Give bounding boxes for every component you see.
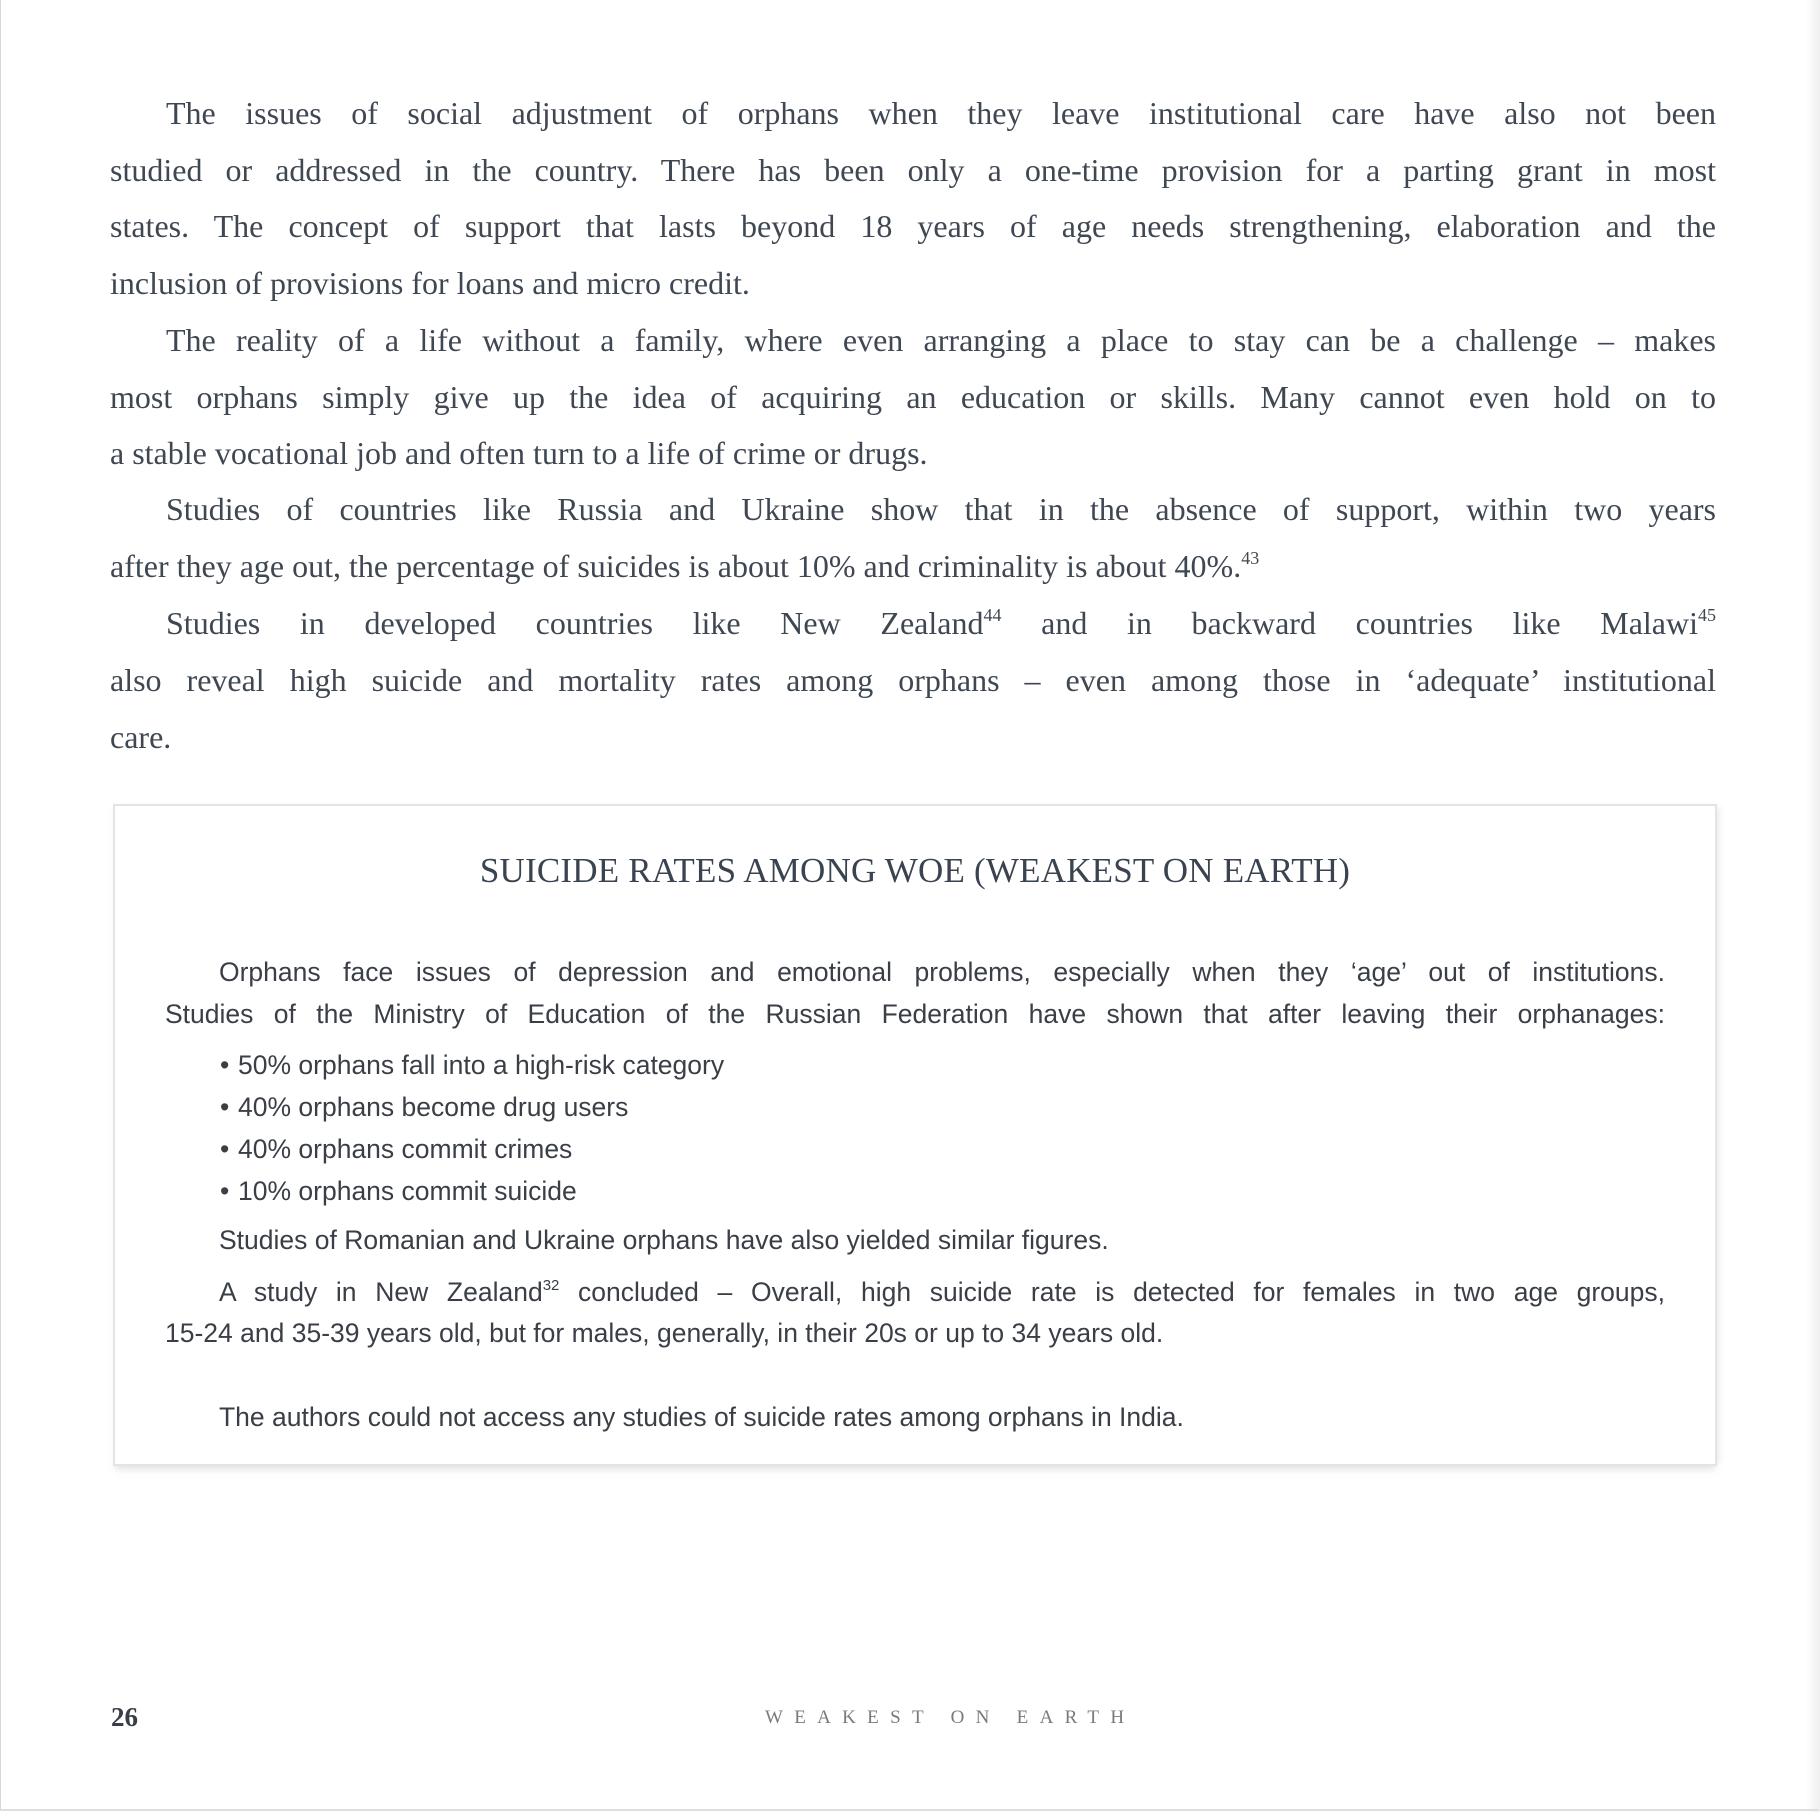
sidebar-box-suicide-rates: [113, 804, 1717, 1466]
footnote-ref-45[interactable]: 45: [1698, 605, 1716, 625]
box-nz-line-1-part-1: A study in New Zealand: [219, 1277, 543, 1307]
paragraph-4-line-1: [166, 595, 1716, 652]
paragraph-1-line-4: inclusion of provisions for loans and micro credit.: [110, 265, 750, 301]
footnote-ref-32[interactable]: 32: [542, 1277, 560, 1294]
paragraph-2-line-2: most orphans simply give up the idea of acquiring an education or skills. Many cannot even hold on to: [110, 379, 1716, 415]
bullet-item: [220, 1128, 572, 1170]
running-head: WEAKEST ON EARTH: [765, 1707, 1136, 1728]
bullet-item: [220, 1044, 724, 1086]
box-nz-line-1-part-2: concluded – Overall, high suicide rate is detected for females in two age groups,: [559, 1277, 1665, 1307]
bullet-text: 50% orphans fall into a high-risk category: [238, 1050, 725, 1080]
box-similar-figures: Studies of Romanian and Ukraine orphans have also yielded similar figures.: [219, 1225, 1109, 1255]
box-closing: The authors could not access any studies of suicide rates among orphans in India.: [219, 1402, 1184, 1432]
box-nz-line-2: 15-24 and 35-39 years old, but for males, generally, in their 20s or up to 34 years old.: [165, 1318, 1164, 1348]
paragraph-3-line-2: [110, 538, 1716, 595]
paragraph-4-line-3: care.: [110, 719, 172, 755]
paragraph-4-line-2: also reveal high suicide and mortality rates among orphans – even among those in ‘adequate’ institutional: [110, 662, 1716, 698]
page-edge-shadow: [1806, 0, 1820, 1812]
bullet-icon: •: [220, 1134, 230, 1164]
bullet-text: 40% orphans commit crimes: [238, 1134, 573, 1164]
paragraph-4-line-1-part-2: and in backward countries like Malawi: [1001, 605, 1698, 641]
footnote-ref-44[interactable]: 44: [983, 605, 1002, 625]
paragraph-3-line-1: Studies of countries like Russia and Ukraine show that in the absence of support, within two years: [166, 491, 1716, 527]
paragraph-1-line-2: studied or addressed in the country. There has been only a one-time provision for a parting grant in most: [110, 152, 1716, 188]
bullet-icon: •: [220, 1050, 230, 1080]
paragraph-4-line-1-part-1: Studies in developed countries like New Zealand: [166, 605, 984, 641]
paragraph-1-line-3: states. The concept of support that lasts beyond 18 years of age needs strengthening, elaboration and the: [110, 208, 1716, 244]
page-number: 26: [111, 1702, 138, 1732]
box-intro-line-2: Studies of the Ministry of Education of the Russian Federation have shown that after leaving their orphanages:: [165, 999, 1665, 1029]
bullet-text: 40% orphans become drug users: [238, 1092, 629, 1122]
paragraph-2-line-1: The reality of a life without a family, where even arranging a place to stay can be a challenge – makes: [166, 322, 1716, 358]
paragraph-2-line-3: a stable vocational job and often turn to a life of crime or drugs.: [110, 435, 928, 471]
paragraph-1-line-1: The issues of social adjustment of orphans when they leave institutional care have also not been: [166, 95, 1716, 131]
bullet-text: 10% orphans commit suicide: [238, 1176, 577, 1206]
box-nz-line-1: [219, 1271, 1665, 1313]
bullet-icon: •: [220, 1176, 230, 1206]
box-title: SUICIDE RATES AMONG WOE (WEAKEST ON EARTH): [479, 851, 1351, 890]
paragraph-3-line-2-text: after they age out, the percentage of suicides is about 10% and criminality is about 40%.: [110, 548, 1242, 584]
bullet-icon: •: [220, 1092, 230, 1122]
box-intro-line-1: Orphans face issues of depression and emotional problems, especially when they ‘age’ out of institutions.: [219, 957, 1665, 987]
footnote-ref-43[interactable]: 43: [1241, 548, 1260, 568]
bullet-item: [220, 1086, 628, 1128]
bullet-item: [220, 1170, 577, 1212]
